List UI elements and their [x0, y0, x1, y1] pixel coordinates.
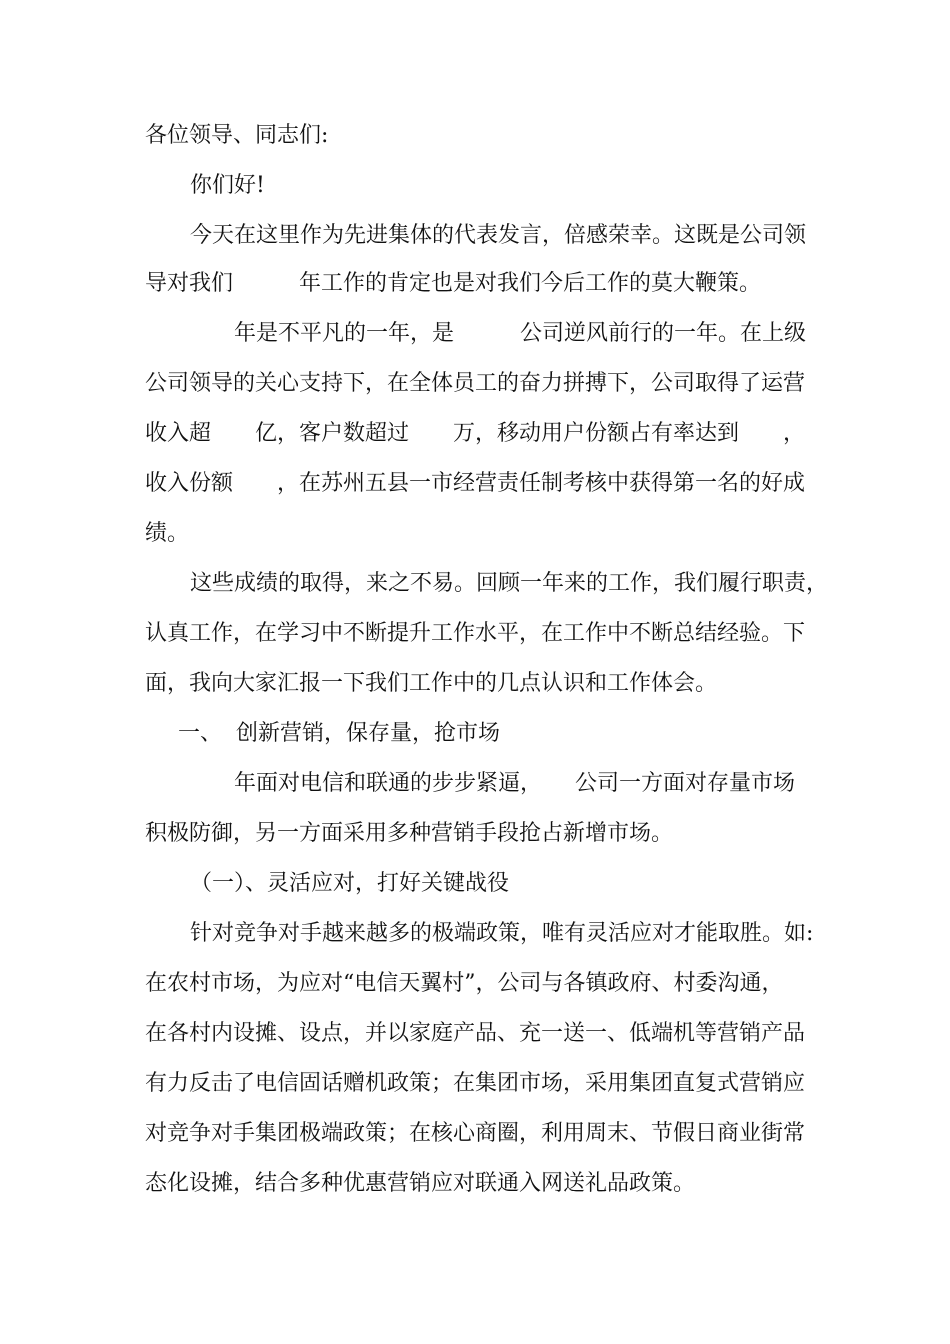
paragraph-2-line-1: 年是不平凡的一年，是 公司逆风前行的一年。在上级 — [190, 321, 807, 346]
paragraph-5-line-3: 在各村内设摊、设点，并以家庭产品、充一送一、低端机等营销产品 — [145, 1021, 806, 1046]
paragraph-5-line-6: 态化设摊，结合多种优惠营销应对联通入网送礼品政策。 — [145, 1171, 696, 1196]
paragraph-2-line-3: 收入超 亿，客户数超过 万，移动用户份额占有率达到 ， — [145, 421, 806, 446]
salutation-line: 各位领导、同志们: — [145, 123, 329, 148]
paragraph-2-line-5: 绩。 — [145, 521, 190, 546]
subsection-heading-1: （一）、灵活应对，打好关键战役 — [190, 871, 510, 896]
section-heading-1: 一、 创新营销，保存量，抢市场 — [178, 721, 500, 746]
paragraph-1-line-2: 导对我们 年工作的肯定也是对我们今后工作的莫大鞭策。 — [145, 271, 762, 296]
paragraph-2-line-4: 收入份额 ，在苏州五县一市经营责任制考核中获得第一名的好成 — [145, 471, 806, 496]
paragraph-2-line-2: 公司领导的关心支持下，在全体员工的奋力拼搏下，公司取得了运营 — [145, 371, 806, 396]
paragraph-1-line-1: 今天在这里作为先进集体的代表发言，倍感荣幸。这既是公司领 — [190, 223, 807, 248]
paragraph-5-line-1: 针对竞争对手越来越多的极端政策，唯有灵活应对才能取胜。如: — [190, 921, 814, 946]
greeting-line: 你们好! — [190, 173, 265, 198]
paragraph-4-line-1: 年面对电信和联通的步步紧逼， 公司一方面对存量市场 — [190, 771, 796, 796]
paragraph-5-line-4: 有力反击了电信固话赠机政策；在集团市场，采用集团直复式营销应 — [145, 1071, 806, 1096]
paragraph-5-line-5: 对竞争对手集团极端政策；在核心商圈，利用周末、节假日商业街常 — [145, 1121, 806, 1146]
paragraph-3-line-1: 这些成绩的取得，来之不易。回顾一年来的工作，我们履行职责， — [190, 571, 829, 596]
paragraph-3-line-3: 面，我向大家汇报一下我们工作中的几点认识和工作体会。 — [145, 671, 718, 696]
paragraph-5-line-2: 在农村市场，为应对“电信天翼村”，公司与各镇政府、村委沟通， — [145, 971, 784, 996]
paragraph-4-line-2: 积极防御，另一方面采用多种营销手段抢占新增市场。 — [145, 821, 674, 846]
paragraph-3-line-2: 认真工作，在学习中不断提升工作水平，在工作中不断总结经验。下 — [145, 621, 806, 646]
